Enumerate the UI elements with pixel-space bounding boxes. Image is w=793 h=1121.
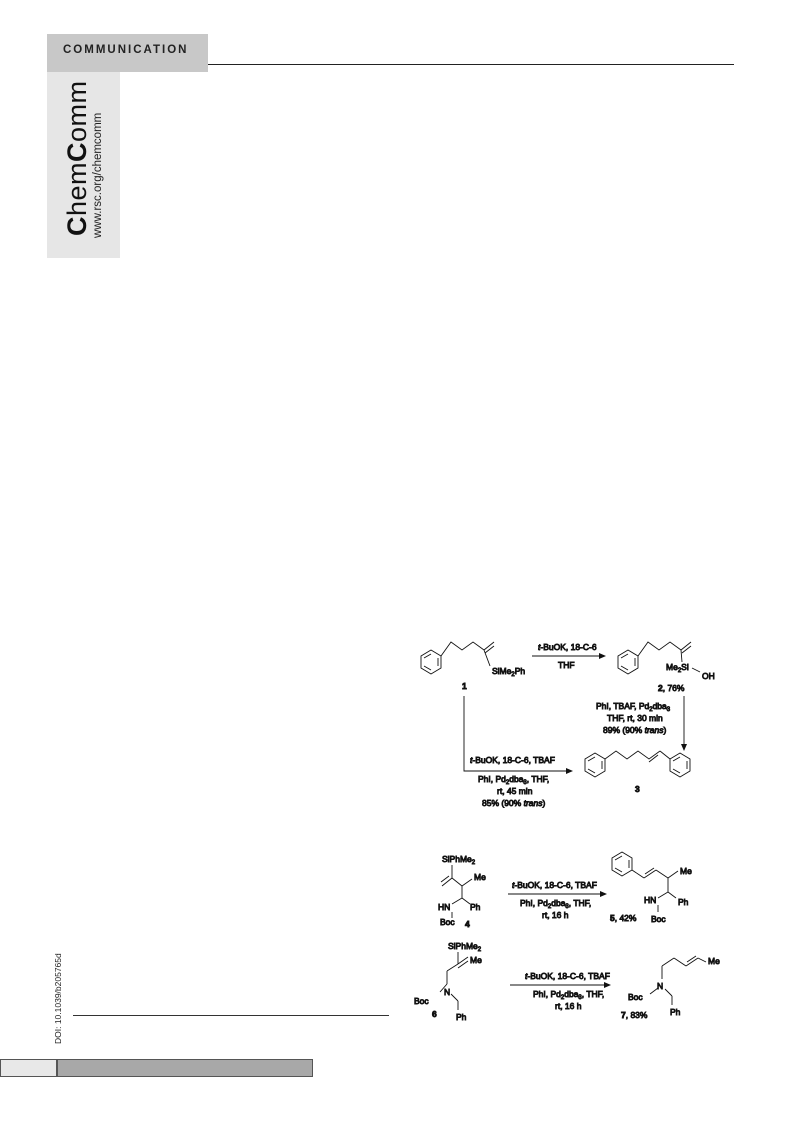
compound-6-n: N <box>444 987 451 997</box>
section-label: COMMUNICATION <box>63 44 189 56</box>
conditions-1-top: t-BuOK, 18-C-6 <box>538 642 597 652</box>
journal-logo: ChemComm <box>62 80 92 236</box>
compound-4-label: 4 <box>465 919 470 929</box>
compound-6-ph: Ph <box>456 1012 467 1022</box>
conditions-2-line3: 89% (90% trans) <box>603 725 667 735</box>
conditions-4-line3: rt, 16 h <box>542 910 569 920</box>
header-rule <box>208 64 734 65</box>
compound-4-hn: HN <box>438 902 451 912</box>
compound-5-ph: Ph <box>678 897 689 907</box>
compound-1-structure <box>421 642 494 674</box>
compound-5-hn: HN <box>644 895 657 905</box>
compound-1-substituent: SiMe$_2$Ph <box>492 666 526 678</box>
compound-4-boc: Boc <box>440 917 455 927</box>
compound-7-n: N <box>657 981 664 991</box>
conditions-4-line1: t-BuOK, 18-C-6, TBAF <box>512 880 597 890</box>
conditions-2-line2: THF, rt, 30 min <box>607 713 663 723</box>
journal-url: www.rsc.org/chemcomm <box>92 112 104 238</box>
compound-6-me: Me <box>470 955 482 965</box>
compound-4-substituent-si: SiPhMe$_2$ <box>442 854 476 866</box>
compound-6-structure <box>440 952 468 1010</box>
conditions-3-line3: rt, 45 min <box>497 786 533 796</box>
compound-6-boc: Boc <box>414 996 429 1006</box>
compound-7-me: Me <box>708 956 720 966</box>
compound-6-substituent-si: SiPhMe$_2$ <box>448 941 482 953</box>
conditions-3-line4: 85% (90% trans) <box>482 798 546 808</box>
conditions-5-line3: rt, 16 h <box>555 1001 582 1011</box>
compound-2-substituent-b: OH <box>702 671 715 681</box>
compound-3-label: 3 <box>635 784 640 794</box>
compound-7-label: 7, 83% <box>621 1010 648 1020</box>
footer-bar-right <box>57 1059 313 1077</box>
compound-2-label: 2, 76% <box>658 683 685 693</box>
conditions-5-line2: PhI, $Pd_2dba_3$, THF, <box>533 989 605 1001</box>
compound-1-label: 1 <box>462 681 467 691</box>
conditions-4-line2: PhI, $Pd_2dba_3$, THF, <box>520 898 592 910</box>
conditions-1-bottom: THF <box>558 660 575 670</box>
footnote-rule <box>73 1015 389 1016</box>
compound-2-substituent-a: $Me_2Si$ <box>666 662 689 674</box>
compound-4-ph: Ph <box>470 902 481 912</box>
conditions-5-line1: t-BuOK, 18-C-6, TBAF <box>525 971 610 981</box>
reaction-scheme <box>400 600 745 1040</box>
compound-5-label: 5, 42% <box>610 913 637 923</box>
footer-bar-left <box>0 1059 57 1077</box>
compound-7-ph: Ph <box>670 1007 681 1017</box>
doi-label: DOI: 10.1039/b205765d <box>53 953 63 1044</box>
conditions-3-line1: t-BuOK, 18-C-6, TBAF <box>470 755 555 765</box>
conditions-3-line2: PhI, $Pd_2dba_3$, THF, <box>478 774 550 786</box>
compound-5-me: Me <box>680 866 692 876</box>
compound-6-label: 6 <box>432 1009 437 1019</box>
compound-4-me: Me <box>474 872 486 882</box>
conditions-2-line1: PhI, TBAF, $Pd_2dba_3$ <box>596 701 671 713</box>
compound-5-boc: Boc <box>651 914 666 924</box>
compound-3-structure <box>585 751 690 777</box>
compound-7-boc: Boc <box>628 992 643 1002</box>
